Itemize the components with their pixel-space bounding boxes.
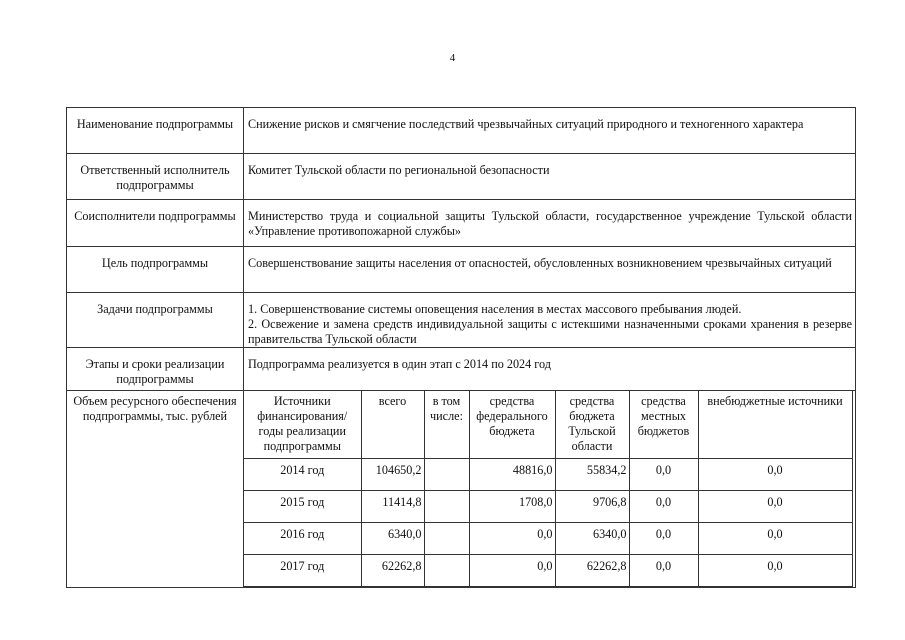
page-number: 4 xyxy=(449,52,456,64)
row-value: Министерство труда и социальной защиты Тульской области, государственное учреждение Тульской области «Управление противопожарной службы» xyxy=(244,200,856,247)
passport-row-tasks xyxy=(67,293,856,348)
empty-cell xyxy=(424,491,469,523)
row-label: Задачи подпрограммы xyxy=(67,293,244,348)
empty-cell xyxy=(424,459,469,491)
local-cell: 0,0 xyxy=(629,491,698,523)
row-label: Цель подпрограммы xyxy=(67,247,244,293)
header-cell: в том числе: xyxy=(424,391,469,459)
task-line: 1. Совершенствование системы оповещения населения в местах массового пребывания людей. xyxy=(248,302,742,316)
funding-table xyxy=(244,391,853,587)
local-cell: 0,0 xyxy=(629,555,698,587)
row-value: Снижение рисков и смягчение последствий чрезвычайных ситуаций природного и техногенного характера xyxy=(244,108,856,154)
local-cell: 0,0 xyxy=(629,523,698,555)
passport-row-stages xyxy=(67,348,856,391)
federal-cell: 0,0 xyxy=(469,555,555,587)
funding-row xyxy=(244,459,852,491)
row-label: Наименование подпрограммы xyxy=(67,108,244,154)
row-label: Ответственный исполнитель подпрограммы xyxy=(67,154,244,200)
subprogram-passport-table xyxy=(66,107,856,588)
funding-row xyxy=(244,491,852,523)
local-cell: 0,0 xyxy=(629,459,698,491)
offbudget-cell: 0,0 xyxy=(698,491,852,523)
funding-cell xyxy=(244,391,856,588)
header-cell: всего xyxy=(361,391,424,459)
regional-cell: 55834,2 xyxy=(555,459,629,491)
year-cell: 2016 год xyxy=(244,523,361,555)
header-cell: средства федерального бюджета xyxy=(469,391,555,459)
empty-cell xyxy=(424,523,469,555)
federal-cell: 1708,0 xyxy=(469,491,555,523)
header-cell: средства местных бюджетов xyxy=(629,391,698,459)
row-label: Соисполнители подпрограммы xyxy=(67,200,244,247)
regional-cell: 62262,8 xyxy=(555,555,629,587)
regional-cell: 9706,8 xyxy=(555,491,629,523)
offbudget-cell: 0,0 xyxy=(698,459,852,491)
row-value: Подпрограмма реализуется в один этап с 2014 по 2024 год xyxy=(244,348,856,391)
offbudget-cell: 0,0 xyxy=(698,523,852,555)
funding-header-row xyxy=(244,391,852,459)
header-cell: внебюджетные источники xyxy=(698,391,852,459)
row-label: Объем ресурсного обеспечения подпрограммы, тыс. рублей xyxy=(67,391,244,588)
passport-row-executor xyxy=(67,154,856,200)
total-cell: 62262,8 xyxy=(361,555,424,587)
header-cell: средства бюджета Тульской области xyxy=(555,391,629,459)
empty-cell xyxy=(424,555,469,587)
year-cell: 2017 год xyxy=(244,555,361,587)
federal-cell: 0,0 xyxy=(469,523,555,555)
passport-row-coexecutors xyxy=(67,200,856,247)
row-value: Комитет Тульской области по региональной безопасности xyxy=(244,154,856,200)
row-label: Этапы и сроки реализации подпрограммы xyxy=(67,348,244,391)
header-cell: Источники финансирования/ годы реализации подпрограммы xyxy=(244,391,361,459)
federal-cell: 48816,0 xyxy=(469,459,555,491)
total-cell: 11414,8 xyxy=(361,491,424,523)
row-value xyxy=(244,293,856,348)
year-cell: 2014 год xyxy=(244,459,361,491)
regional-cell: 6340,0 xyxy=(555,523,629,555)
total-cell: 6340,0 xyxy=(361,523,424,555)
offbudget-cell: 0,0 xyxy=(698,555,852,587)
year-cell: 2015 год xyxy=(244,491,361,523)
passport-row-name xyxy=(67,108,856,154)
funding-row xyxy=(244,523,852,555)
row-value: Совершенствование защиты населения от опасностей, обусловленных возникновением чрезвычайных ситуаций xyxy=(244,247,856,293)
total-cell: 104650,2 xyxy=(361,459,424,491)
passport-row-funding xyxy=(67,391,856,588)
task-line: 2. Освежение и замена средств индивидуальной защиты с истекшими назначенными сроками хранения в резерве правительства Тульской области xyxy=(248,317,852,346)
passport-row-goal xyxy=(67,247,856,293)
funding-row xyxy=(244,555,852,587)
